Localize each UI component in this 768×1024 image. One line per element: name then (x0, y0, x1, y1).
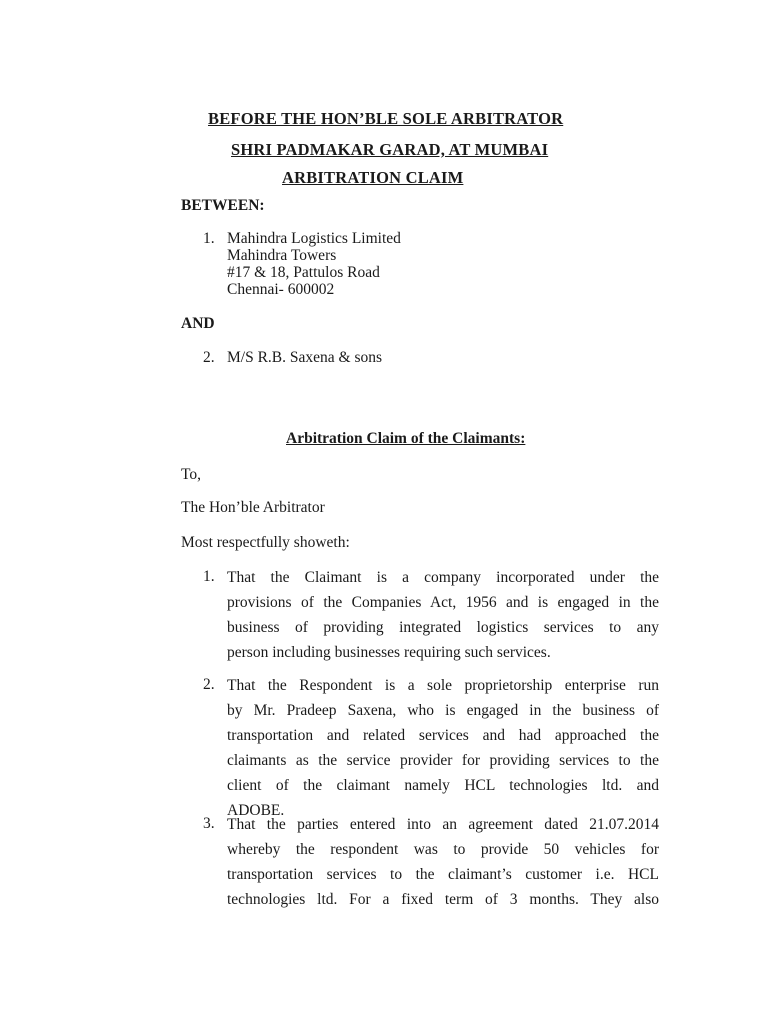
para2-line: by Mr. Pradeep Saxena, who is engaged in the business of (227, 702, 659, 719)
to-label: To, (181, 466, 202, 483)
party1-line-2: Mahindra Towers (227, 247, 337, 264)
para2-line: transportation and related services and had approached the (227, 727, 659, 744)
party1-number: 1. (203, 230, 215, 247)
between-label: BETWEEN: (181, 197, 265, 214)
para2-text (227, 673, 659, 823)
heading-line-2: SHRI PADMAKAR GARAD, AT MUMBAI (231, 140, 549, 159)
claim-title: Arbitration Claim of the Claimants: (286, 430, 526, 447)
para3-line: That the parties entered into an agreement dated 21.07.2014 (227, 816, 659, 833)
party1-line-1: Mahindra Logistics Limited (227, 230, 401, 247)
para3-line: technologies ltd. For a fixed term of 3 months. They also (227, 891, 659, 908)
para2-line: claimants as the service provider for providing services to the (227, 752, 659, 769)
addressee: The Hon’ble Arbitrator (181, 499, 325, 516)
para1-text (227, 565, 659, 665)
para2-number: 2. (203, 676, 215, 693)
para3-number: 3. (203, 815, 215, 832)
para1-line: That the Claimant is a company incorporated under the (227, 569, 659, 586)
para2-line: client of the claimant namely HCL technologies ltd. and (227, 777, 659, 794)
para3-line: whereby the respondent was to provide 50 vehicles for (227, 841, 659, 858)
heading-line-3: ARBITRATION CLAIM (282, 168, 464, 187)
para1-number: 1. (203, 568, 215, 585)
para1-line: provisions of the Companies Act, 1956 and is engaged in the (227, 594, 659, 611)
para1-line: business of providing integrated logistics services to any (227, 619, 659, 636)
salutation: Most respectfully showeth: (181, 534, 350, 551)
party1-line-4: Chennai- 600002 (227, 281, 335, 298)
heading-line-1: BEFORE THE HON’BLE SOLE ARBITRATOR (208, 109, 564, 128)
para2-line: That the Respondent is a sole proprietorship enterprise run (227, 677, 659, 694)
para1-line: person including businesses requiring such services. (227, 644, 551, 661)
para3-text (227, 812, 659, 912)
and-label: AND (181, 315, 215, 332)
party2-number: 2. (203, 349, 215, 366)
party1-line-3: #17 & 18, Pattulos Road (227, 264, 380, 281)
para2-line: ADOBE. (227, 802, 285, 819)
party2-name: M/S R.B. Saxena & sons (227, 349, 383, 366)
para3-line: transportation services to the claimant’s customer i.e. HCL (227, 866, 659, 883)
party1-address (227, 230, 401, 298)
